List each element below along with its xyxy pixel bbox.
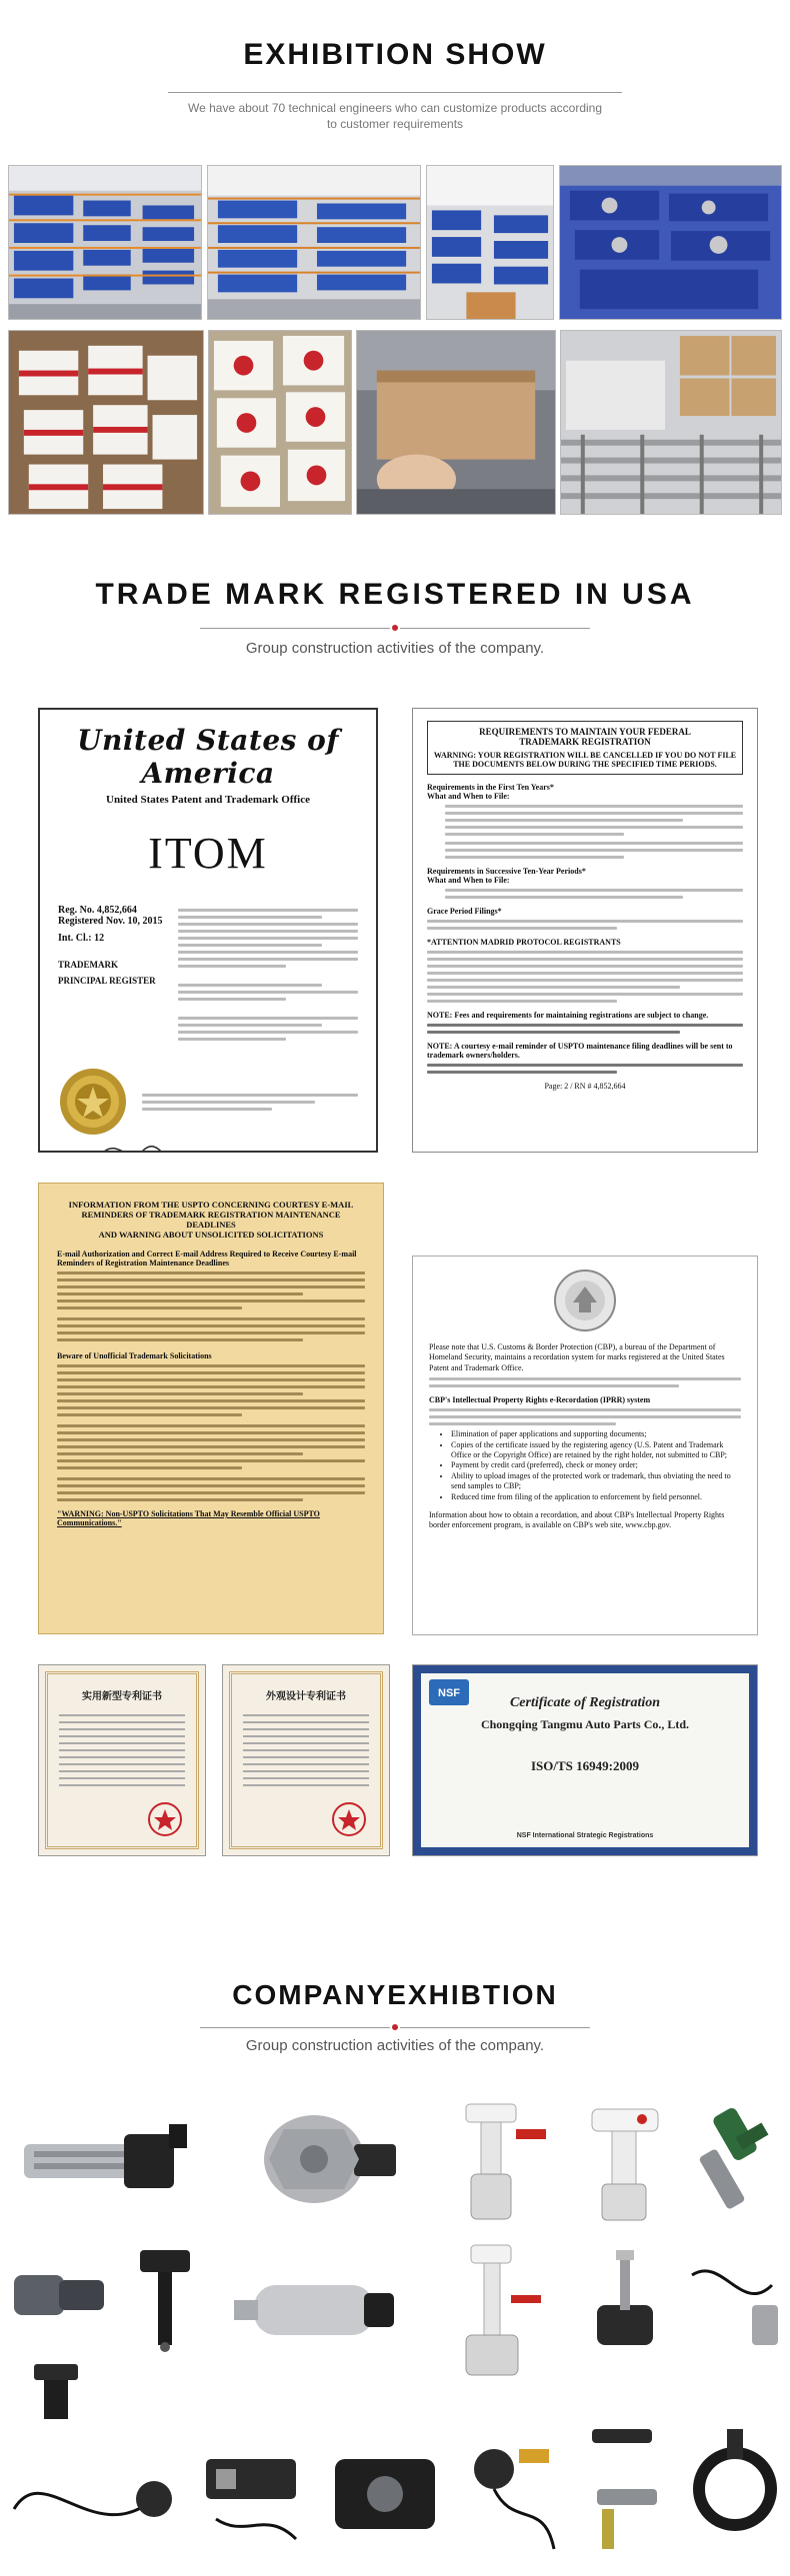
product-sensor-set [464, 2389, 568, 2569]
certificate-type-1: TRADEMARK [58, 960, 118, 970]
product-tpms-sensor [572, 2235, 678, 2385]
uspto-seal-icon [58, 1067, 128, 1137]
product-knock-sensor [4, 2419, 194, 2569]
certificate-registered: Registered Nov. 10, 2015 [58, 916, 163, 927]
product-fuel-pump-motor [214, 2235, 412, 2385]
product-pressure-sensor [214, 2089, 412, 2231]
notice-title-2: REMINDERS OF TRADEMARK REGISTRATION MAINTENANCE DEADLINES [81, 1210, 341, 1230]
product-oxygen-sensor [682, 2235, 788, 2385]
utility-patent-title: 实用新型专利证书 [82, 1691, 162, 1702]
product-hose-fitting [4, 2235, 116, 2355]
notice-heading-2: Beware of Unofficial Trademark Solicitations [57, 1351, 212, 1360]
certificate-header: United States of America [77, 724, 339, 790]
patent-stamp-icon [147, 1801, 183, 1837]
trademark-title: TRADE MARK REGISTERED IN USA [95, 578, 695, 611]
company-title: COMPANYEXHIBTION [232, 1979, 558, 2010]
product-fuel-injector-green [682, 2089, 788, 2231]
notice-title-1: INFORMATION FROM THE USPTO CONCERNING COURTESY E-MAIL [68, 1200, 354, 1210]
warehouse-photo-5 [8, 330, 204, 515]
notice-footer: "WARNING: Non-USPTO Solicitations That May Resemble Official USPTO Communications." [57, 1509, 320, 1527]
iso-title: Certificate of Registration [509, 1695, 661, 1710]
utility-patent-certificate [38, 1664, 206, 1856]
company-divider-dot [392, 2024, 398, 2030]
notice-heading-1: E-mail Authorization and Correct E-mail Address Required to Receive Courtesy E-mail Reminders of Registration Maintenance Deadlines [57, 1250, 357, 1268]
product-neutral-switch [310, 2419, 460, 2569]
requirements-page-number: Page: 2 / RN # 4,852,664 [544, 1082, 626, 1091]
iso-company: Chongqing Tangmu Auto Parts Co., Ltd. [480, 1717, 690, 1731]
product-fuel-pump-assembly [416, 2089, 568, 2231]
trademark-certificate [38, 708, 378, 1153]
warehouse-photo-2 [207, 165, 421, 320]
product-fuel-pump-unit [416, 2235, 568, 2385]
uspto-notice-document [38, 1183, 384, 1634]
cbp-bullet-2: • Copies of the certificate issued by the registering agency (U.S. Patent and Trademark Office or the Copyright Office) are retained by the right holder, not submitted to CBP; [451, 1440, 741, 1461]
iso-certificate [412, 1664, 758, 1856]
warehouse-photo-1 [8, 165, 202, 320]
trademark-subtitle: Group construction activities of the company. [245, 640, 545, 657]
cbp-intro: Please note that U.S. Customs & Border Protection (CBP), a bureau of the Department of Homeland Security, maintains a recordation system for marks registered at the United States Patent and Trademark Office. [429, 1342, 725, 1372]
requirements-title-2: TRADEMARK REGISTRATION [519, 737, 651, 747]
warehouse-photo-8 [560, 330, 782, 515]
exhibition-title: EXHIBITION SHOW [243, 38, 547, 71]
product-switch-assembly [196, 2419, 306, 2569]
certificate-reg-no: Reg. No. 4,852,664 [58, 905, 137, 916]
design-patent-certificate [222, 1664, 390, 1856]
exhibition-subtitle-1: We have about 70 technical engineers who can customize products according [187, 101, 603, 115]
warehouse-photo-6 [208, 330, 352, 515]
company-divider-right [400, 2027, 590, 2028]
company-divider-left [200, 2027, 390, 2028]
certificate-int-cl: Int. Cl.: 12 [58, 933, 105, 944]
trademark-divider-dot [392, 625, 398, 631]
requirements-heading-2: Requirements in Successive Ten-Year Periods* [427, 867, 586, 876]
svg-text:NSF: NSF [438, 1687, 460, 1699]
requirements-title-1: REQUIREMENTS TO MAINTAIN YOUR FEDERAL [479, 727, 691, 737]
design-patent-title: 外观设计专利证书 [266, 1691, 346, 1702]
requirements-heading-2b: What and When to File: [427, 876, 510, 885]
cbp-notice-document [412, 1256, 758, 1635]
requirements-heading-1b: What and When to File: [427, 792, 510, 801]
dhs-seal-icon [553, 1269, 617, 1332]
exhibition-divider [168, 92, 622, 93]
warehouse-photo-3 [426, 165, 554, 320]
cbp-heading: CBP's Intellectual Property Rights e-Recordation (IPRR) system [429, 1395, 651, 1405]
requirements-heading-3: Grace Period Filings* [427, 907, 502, 916]
certificate-office: United States Patent and Trademark Office [106, 794, 310, 806]
certificate-mark: ITOM [148, 829, 268, 878]
warehouse-photo-4 [559, 165, 782, 320]
director-signature-icon [58, 1145, 178, 1153]
requirements-warning: WARNING: YOUR REGISTRATION WILL BE CANCELLED IF YOU DO NOT FILE THE DOCUMENTS BELOW DURING THE SPECIFIED TIME PERIODS. [433, 751, 737, 769]
product-injector-set [572, 2389, 678, 2569]
product-oil-control-valve [4, 2089, 210, 2231]
requirements-heading-1: Requirements in the First Ten Years* [427, 783, 554, 792]
iso-footer: NSF International Strategic Registrations [516, 1832, 654, 1839]
iso-standard: ISO/TS 16949:2009 [531, 1758, 639, 1773]
exhibition-subtitle-2: to customer requirements [326, 117, 464, 131]
product-abs-sensor-ring [682, 2389, 788, 2569]
requirements-note-2: NOTE: A courtesy e-mail reminder of USPTO maintenance filing deadlines will be sent to trademark owners/holders. [427, 1042, 733, 1060]
product-fuel-pump-module [572, 2089, 678, 2231]
patent-stamp-icon [331, 1801, 367, 1837]
cbp-bullet-3: • Payment by credit card (preferred), check or money order; [451, 1460, 741, 1470]
trademark-divider-right [400, 628, 590, 629]
company-subtitle: Group construction activities of the company. [245, 2037, 545, 2054]
trademark-divider-left [200, 628, 390, 629]
requirements-document [412, 708, 758, 1153]
notice-title-3: AND WARNING ABOUT UNSOLICITED SOLICITATIONS [98, 1230, 324, 1240]
cbp-footer: Information about how to obtain a recordation, and about CBP's Intellectual Property Rights border enforcement program, is available on CBP's web site, www.cbp.gov. [429, 1509, 725, 1530]
cbp-bullet-1: • Elimination of paper applications and supporting documents; [451, 1429, 741, 1439]
product-ignition-coil [120, 2235, 210, 2355]
requirements-heading-4: *ATTENTION MADRID PROTOCOL REGISTRANTS [427, 938, 621, 947]
cbp-bullet-5: • Reduced time from filing of the application to enforcement by field personnel. [451, 1492, 741, 1502]
requirements-note-1: NOTE: Fees and requirements for maintaining registrations are subject to change. [427, 1011, 709, 1020]
certificate-type-2: PRINCIPAL REGISTER [58, 976, 156, 986]
cbp-bullet-4: • Ability to upload images of the protected work or trademark, thus obviating the need to send samples to CBP; [451, 1471, 741, 1492]
warehouse-photo-7 [356, 330, 556, 515]
